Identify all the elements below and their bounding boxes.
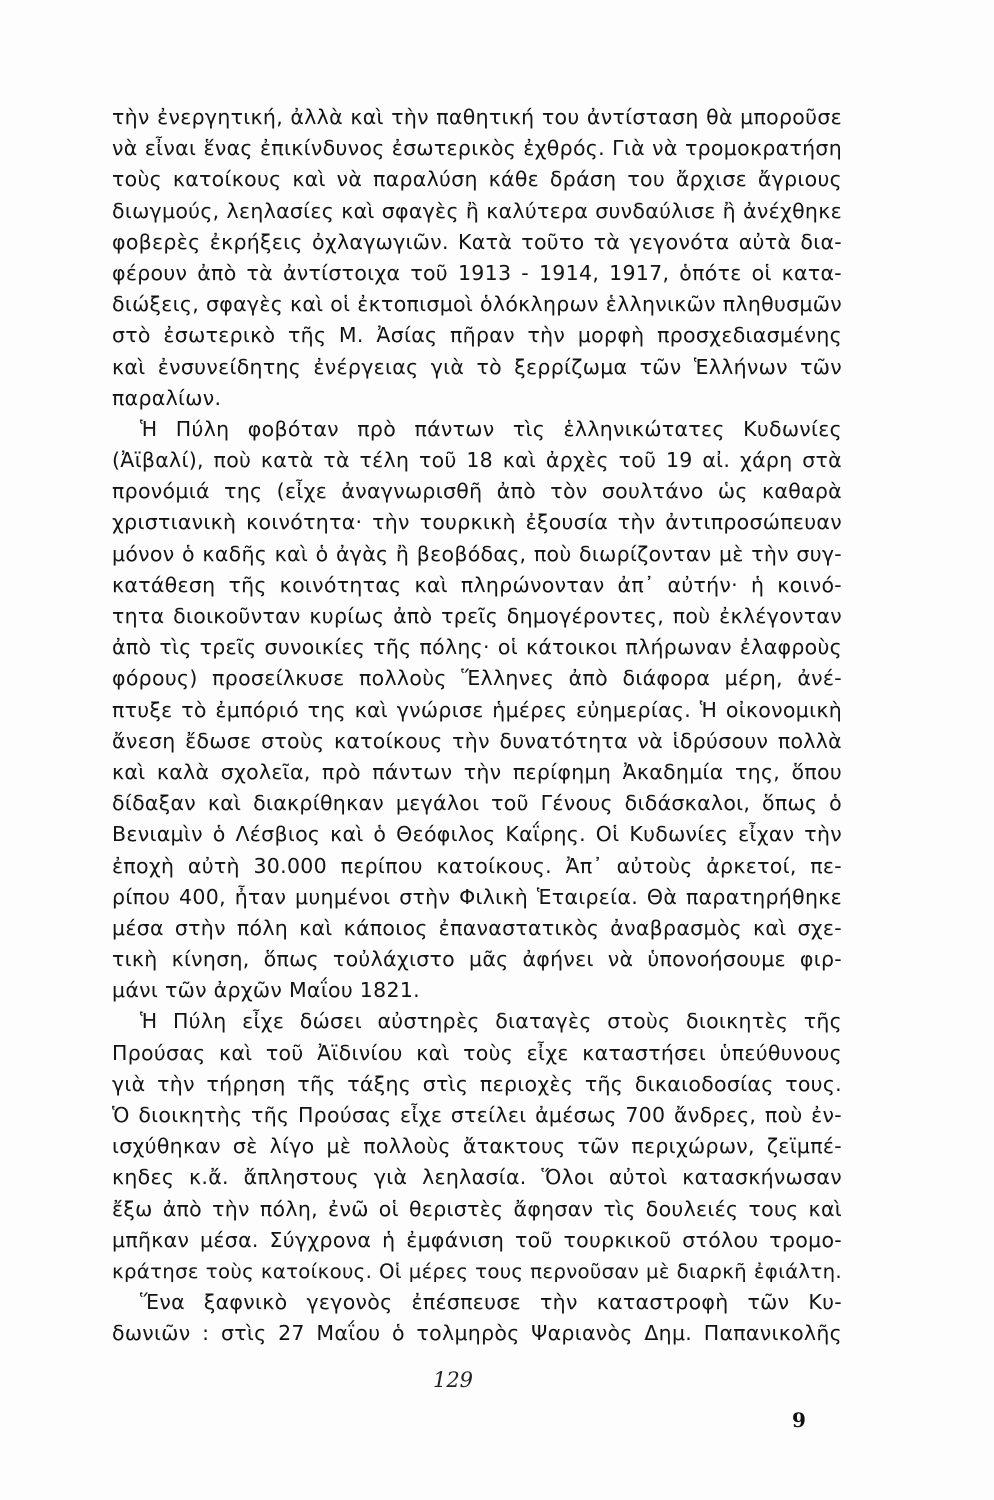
text-line: κατάθεση τῆς κοινότητας καὶ πληρώνονταν ἀπ᾽ αὐτήν· ἡ κοινό- xyxy=(112,572,842,597)
text-line: ἄνεση ἔδωσε στοὺς κατοίκους τὴν δυνατότητα νὰ ἱδρύσουν πολλὰ xyxy=(112,728,842,753)
text-line: καὶ καλὰ σχολεῖα, πρὸ πάντων τὴν περίφημη Ἀκαδημία της, ὅπου xyxy=(112,759,842,784)
text-line: κηδες κ.ἄ. ἄπληστους γιὰ λεηλασία. Ὅλοι αὐτοὶ κατασκήνωσαν xyxy=(112,1165,842,1190)
text-line: καὶ ἐνσυνείδητης ἐνέργειας γιὰ τὸ ξερρίζωμα τῶν Ἑλλήνων τῶν xyxy=(112,354,842,379)
text-line: στὸ ἐσωτερικὸ τῆς Μ. Ἀσίας πῆραν τὴν μορφὴ προσχεδιασμένης xyxy=(112,323,842,348)
text-line: χριστιανικὴ κοινότητα· τὴν τουρκικὴ ἐξουσία τὴν ἀντιπροσώπευαν xyxy=(112,510,842,535)
text-line: Ὁ διοικητὴς τῆς Προύσας εἶχε στείλει ἀμέσως 700 ἄνδρες, ποὺ ἐν- xyxy=(112,1103,842,1127)
text-line: μάνι τῶν ἀρχῶν Μαΐου 1821. xyxy=(112,978,420,1003)
text-line: μέσα στὴν πόλη καὶ κάποιος ἐπαναστατικὸς ἀναβρασμὸς καὶ σχε- xyxy=(112,915,842,940)
text-line: φόρους) προσείλκυσε πολλοὺς Ἕλληνες ἀπὸ διάφορα μέρη, ἀνέ- xyxy=(112,666,842,691)
text-line: μπῆκαν μέσα. Σύγχρονα ἡ ἐμφάνιση τοῦ τουρκικοῦ στόλου τρομο- xyxy=(112,1227,842,1252)
body-text xyxy=(112,102,842,1350)
text-line: παραλίων. xyxy=(112,385,222,410)
signature-number: 9 xyxy=(792,1408,806,1432)
text-line: Ἡ Πύλη φοβόταν πρὸ πάντων τὶς ἑλληνικώτατες Κυδωνίες xyxy=(140,416,842,441)
text-line: Προύσας καὶ τοῦ Ἀϊδινίου καὶ τοὺς εἶχε καταστήσει ὑπεύθυνους xyxy=(112,1040,842,1065)
text-line: (Ἀϊβαλί), ποὺ κατὰ τὰ τέλη τοῦ 18 καὶ ἀρχὲς τοῦ 19 αἰ. χάρη στὰ xyxy=(112,448,842,473)
text-line: Ἕνα ξαφνικὸ γεγονὸς ἐπέσπευσε τὴν καταστροφὴ τῶν Κυ- xyxy=(140,1290,842,1315)
text-line: Βενιαμὶν ὁ Λέσβιος καὶ ὁ Θεόφιλος Καΐρης. Οἱ Κυδωνίες εἶχαν τὴν xyxy=(112,822,842,847)
text-line: διώξεις, σφαγὲς καὶ οἱ ἐκτοπισμοὶ ὁλόκληρων ἑλληνικῶν πληθυσμῶν xyxy=(112,292,842,317)
text-line: διωγμούς, λεηλασίες καὶ σφαγὲς ἢ καλύτερα συνδαύλισε ἢ ἀνέχθηκε xyxy=(112,198,842,223)
text-line: ρίπου 400, ἦταν μυημένοι στὴν Φιλικὴ Ἑταιρεία. Θὰ παρατηρήθηκε xyxy=(112,884,842,909)
text-line: μόνον ὁ καδῆς καὶ ὁ ἀγὰς ἢ βεοβόδας, ποὺ διωρίζονταν μὲ τὴν συγ- xyxy=(112,541,842,566)
text-line: ισχύθηκαν σὲ λίγο μὲ πολλοὺς ἄτακτους τῶν περιχώρων, ζεϊμπέ- xyxy=(112,1134,842,1159)
page-number: 129 xyxy=(432,1368,474,1392)
text-line: ἀπὸ τὶς τρεῖς συνοικίες τῆς πόλης· οἱ κάτοικοι πλήρωναν ἐλαφροὺς xyxy=(112,635,842,660)
text-line: ἔξω ἀπὸ τὴν πόλη, ἐνῶ οἱ θεριστὲς ἄφησαν τὶς δουλειές τους καὶ xyxy=(112,1196,842,1221)
text-line: φέρουν ἀπὸ τὰ ἀντίστοιχα τοῦ 1913 - 1914, 1917, ὁπότε οἱ κατα- xyxy=(112,260,842,285)
text-line: τὴν ἐνεργητική, ἀλλὰ καὶ τὴν παθητική του ἀντίσταση θὰ μποροῦσε xyxy=(112,105,842,129)
text-line: πτυξε τὸ ἐμπόριό της καὶ γνώρισε ἡμέρες εὐημερίας. Ἡ οἰκονομικὴ xyxy=(112,697,842,722)
text-line: δίδαξαν καὶ διακρίθηκαν μεγάλοι τοῦ Γένους διδάσκαλοι, ὅπως ὁ xyxy=(112,791,842,816)
text-line: τικὴ κίνηση, ὅπως τοὐλάχιστο μᾶς ἀφήνει νὰ ὑπονοήσουμε φιρ- xyxy=(112,947,842,972)
text-line: τοὺς κατοίκους καὶ νὰ παραλύση κάθε δράση του ἄρχισε ἄγριους xyxy=(112,167,842,192)
text-line: προνόμιά της (εἶχε ἀναγνωρισθῆ ἀπὸ τὸν σουλτάνο ὡς καθαρὰ xyxy=(112,479,842,504)
text-line: γιὰ τὴν τήρηση τῆς τάξης στὶς περιοχὲς τῆς δικαιοδοσίας τους. xyxy=(112,1071,842,1096)
text-line: δωνιῶν : στὶς 27 Μαΐου ὁ τολμηρὸς Ψαριανὸς Δημ. Παπανικολῆς xyxy=(112,1321,842,1346)
text-line: Ἡ Πύλη εἶχε δώσει αὐστηρὲς διαταγὲς στοὺς διοικητὲς τῆς xyxy=(140,1009,842,1034)
text-line: νὰ εἶναι ἕνας ἐπικίνδυνος ἐσωτερικὸς ἐχθρός. Γιὰ νὰ τρομοκρατήση xyxy=(112,136,842,161)
text-line: ἐποχὴ αὐτὴ 30.000 περίπου κατοίκους. Ἀπ᾽ αὐτοὺς ἀρκετοί, πε- xyxy=(112,853,842,878)
text-line: τητα διοικοῦνταν κυρίως ἀπὸ τρεῖς δημογέροντες, ποὺ ἐκλέγονταν xyxy=(112,604,842,628)
text-line: κράτησε τοὺς κατοίκους. Οἱ μέρες τους περνοῦσαν μὲ διαρκῆ ἐφιάλτη. xyxy=(112,1259,842,1283)
text-line: φοβερὲς ἐκρήξεις ὀχλαγωγιῶν. Κατὰ τοῦτο τὰ γεγονότα αὐτὰ δια- xyxy=(112,229,842,254)
